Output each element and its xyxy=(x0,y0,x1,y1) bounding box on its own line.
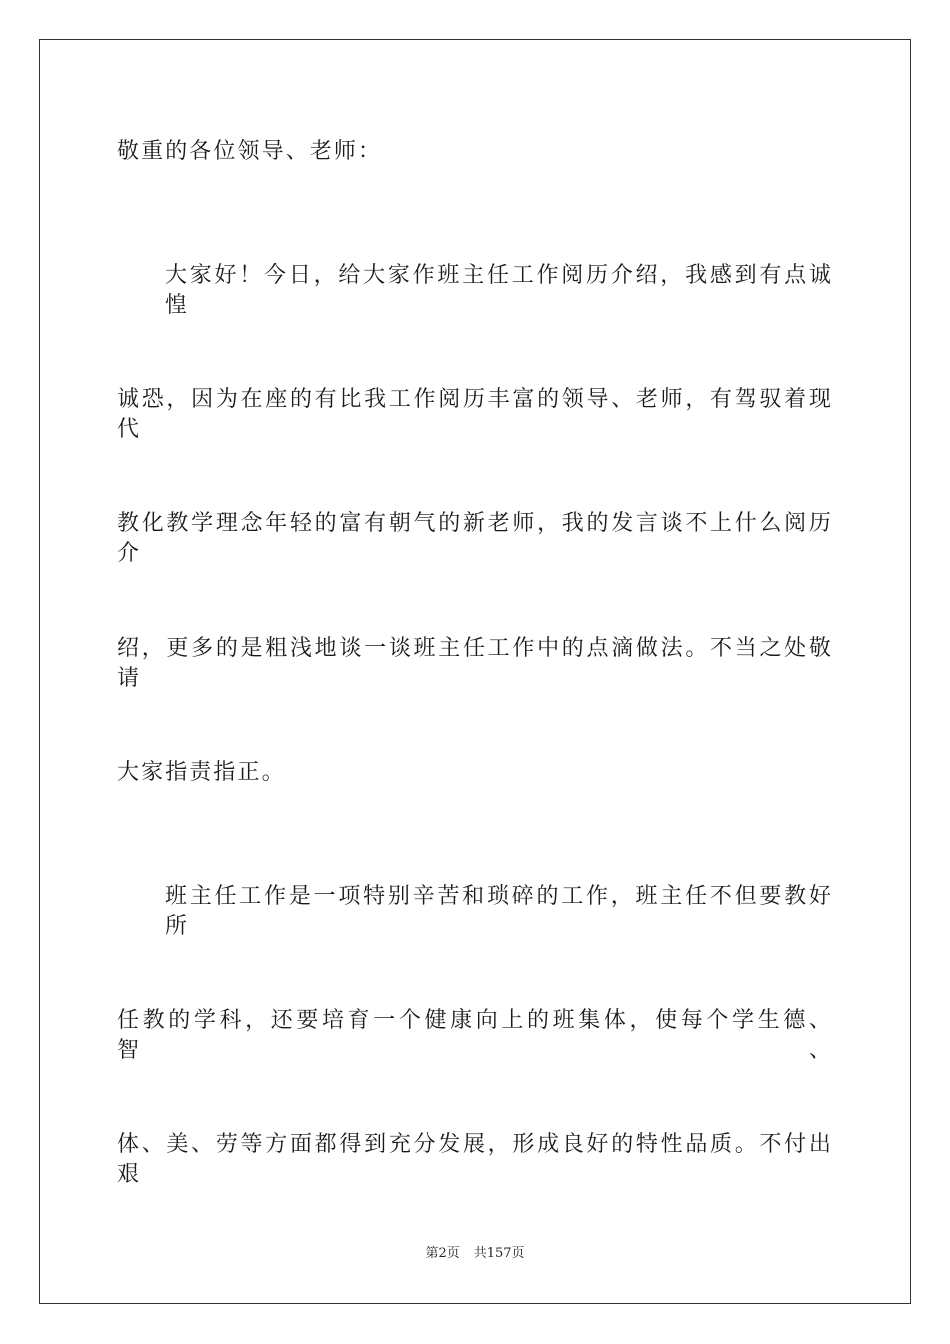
paragraph-2-line-3: 体、美、劳等方面都得到充分发展，形成良好的特性品质。不付出艰 xyxy=(117,1132,833,1187)
page-total: 共157页 xyxy=(473,1246,525,1261)
paragraph-1-line-4: 绍，更多的是粗浅地谈一谈班主任工作中的点滴做法。不当之处敬请 xyxy=(117,636,833,691)
paragraph-1-line-2: 诚恐，因为在座的有比我工作阅历丰富的领导、老师，有驾驭着现代 xyxy=(117,387,833,442)
salutation: 敬重的各位领导、老师： xyxy=(117,139,383,164)
paragraph-2-line-1: 班主任工作是一项特别辛苦和琐碎的工作，班主任不但要教好所 xyxy=(165,884,833,939)
paragraph-1-line-3: 教化教学理念年轻的富有朝气的新老师，我的发言谈不上什么阅历介 xyxy=(117,511,833,566)
paragraph-2-line-2: 任教的学科，还要培育一个健康向上的班集体，使每个学生德、智、 xyxy=(117,1008,833,1063)
paragraph-1-line-1: 大家好！今日，给大家作班主任工作阅历介绍，我感到有点诚惶 xyxy=(165,263,833,318)
page-footer xyxy=(0,1245,950,1263)
paragraph-1-line-5: 大家指责指正。 xyxy=(117,760,286,785)
page-number: 第2页 xyxy=(425,1246,460,1261)
